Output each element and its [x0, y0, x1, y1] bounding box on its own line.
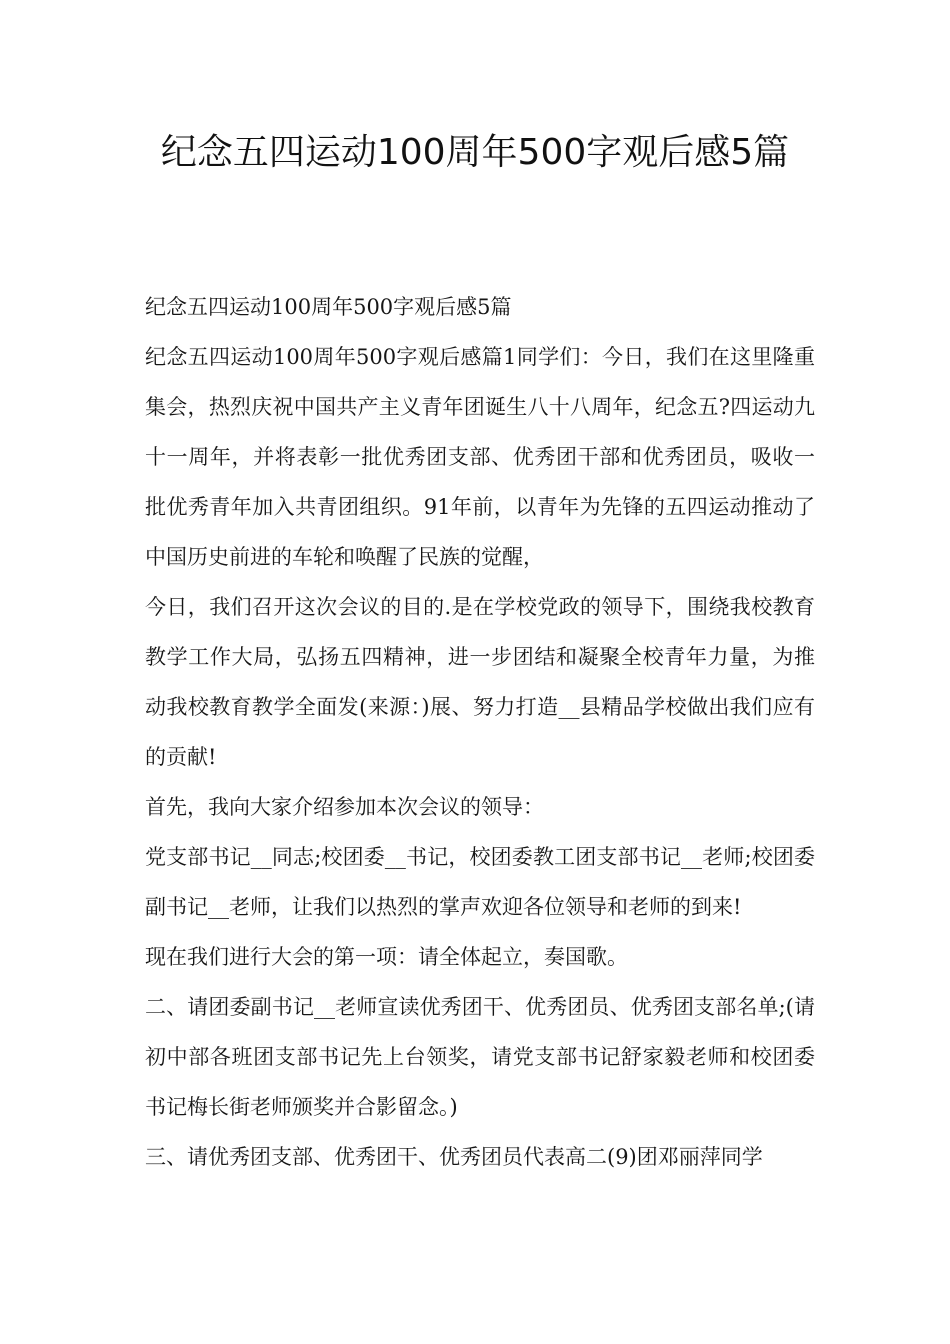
paragraph-intro: 纪念五四运动100周年500字观后感篇1同学们：今日，我们在这里隆重集会，热烈庆祝中国共产主义青年团诞生八十八周年，纪念五?四运动九十一周年，并将表彰一批优秀团支部、优秀团干部和优秀团员，吸收一批优秀青年加入共青团组织。91年前，以青年为先锋的五四运动推动了中国历史前进的车轮和唤醒了民族的觉醒， — [145, 345, 815, 569]
paragraph-item-two: 二、请团委副书记__老师宣读优秀团干、优秀团员、优秀团支部名单;(请初中部各班团支部书记先上台领奖，请党支部书记舒家毅老师和校团委书记梅长街老师颁奖并合影留念。) — [145, 995, 815, 1119]
paragraph-leaders-list: 党支部书记__同志;校团委__书记，校团委教工团支部书记__老师;校团委副书记__老师，让我们以热烈的掌声欢迎各位领导和老师的到来! — [145, 845, 815, 919]
paragraph-introduce-leaders: 首先，我向大家介绍参加本次会议的领导： — [145, 795, 544, 819]
paragraph-item-three: 三、请优秀团支部、优秀团干、优秀团员代表高二(9)团邓丽萍同学 — [145, 1145, 763, 1169]
paragraph-purpose: 今日，我们召开这次会议的目的.是在学校党政的领导下，围绕我校教育教学工作大局，弘扬五四精神，进一步团结和凝聚全校青年力量，为推动我校教育教学全面发(来源：)展、努力打造__县精品学校做出我们应有的贡献! — [145, 595, 815, 769]
paragraph-item-one: 现在我们进行大会的第一项：请全体起立，奏国歌。 — [145, 945, 628, 969]
document-title: 纪念五四运动100周年500字观后感5篇 — [160, 132, 790, 173]
document-body — [145, 282, 815, 1182]
paragraph-subtitle: 纪念五四运动100周年500字观后感5篇 — [145, 295, 512, 319]
